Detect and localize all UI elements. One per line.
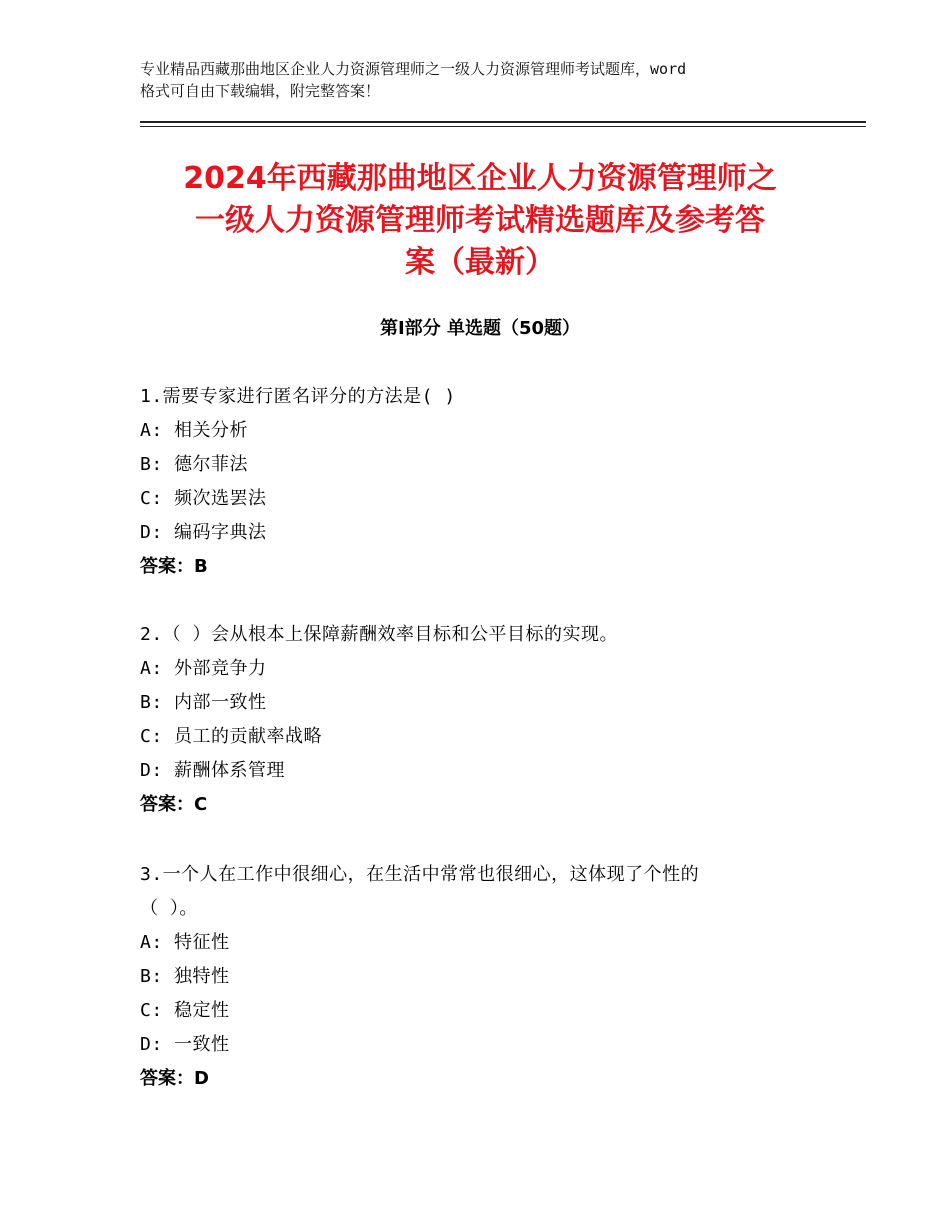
document-title xyxy=(140,158,820,284)
section-title: 第Ⅰ部分 单选题（50题） xyxy=(379,318,580,339)
option-b: B: 德尔菲法 xyxy=(140,454,249,475)
header-divider-thick xyxy=(140,121,866,123)
question-stem: 1.需要专家进行匿名评分的方法是( ) xyxy=(140,386,456,407)
option-c: C: 频次选罢法 xyxy=(140,488,267,509)
header-note-line-1: 专业精品西藏那曲地区企业人力资源管理师之一级人力资源管理师考试题库，word xyxy=(140,60,687,78)
answer: 答案：D xyxy=(140,1068,209,1089)
question-1 xyxy=(140,380,840,584)
option-d: D: 一致性 xyxy=(140,1034,230,1055)
document-title-line-2: 一级人力资源管理师考试精选题库及参考答 xyxy=(195,203,765,238)
option-a: A: 特征性 xyxy=(140,932,230,953)
question-3 xyxy=(140,858,840,1096)
header-note-line-2: 格式可自由下载编辑，附完整答案！ xyxy=(140,82,381,100)
option-a: A: 外部竞争力 xyxy=(140,658,267,679)
document-title-line-3: 案（最新） xyxy=(405,245,555,280)
header-note xyxy=(140,58,830,102)
option-b: B: 独特性 xyxy=(140,966,230,987)
document-title-line-1: 2024年西藏那曲地区企业人力资源管理师之 xyxy=(183,161,777,196)
option-a: A: 相关分析 xyxy=(140,420,249,441)
option-c: C: 稳定性 xyxy=(140,1000,230,1021)
question-stem-line-1: 3.一个人在工作中很细心，在生活中常常也很细心，这体现了个性的 xyxy=(140,864,700,885)
option-c: C: 员工的贡献率战略 xyxy=(140,726,323,747)
header-divider-thin xyxy=(140,126,866,127)
option-b: B: 内部一致性 xyxy=(140,692,267,713)
answer: 答案：C xyxy=(140,794,208,815)
question-stem: 2.（ ）会从根本上保障薪酬效率目标和公平目标的实现。 xyxy=(140,624,619,645)
option-d: D: 薪酬体系管理 xyxy=(140,760,286,781)
option-d: D: 编码字典法 xyxy=(140,522,267,543)
question-stem-line-2: （ ）。 xyxy=(140,898,198,919)
question-2 xyxy=(140,618,840,822)
answer: 答案：B xyxy=(140,556,208,577)
